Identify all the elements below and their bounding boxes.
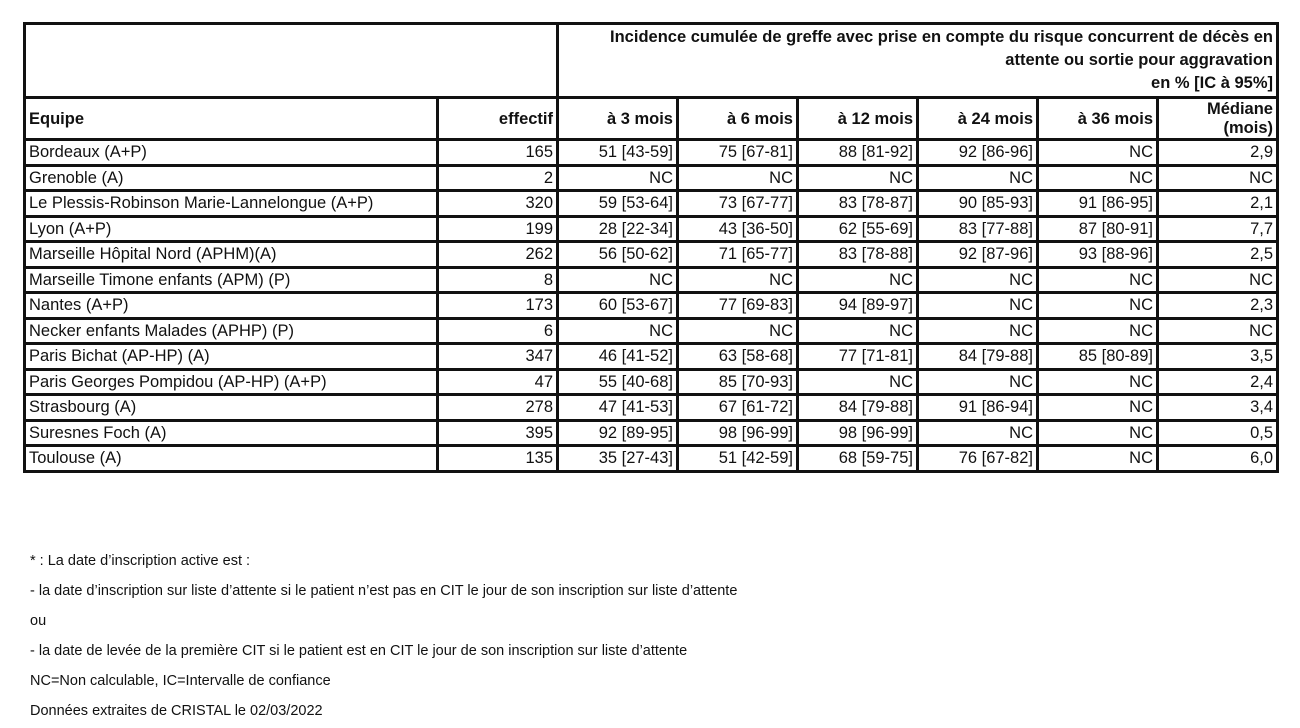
cell-mediane: 2,9 (1158, 140, 1278, 166)
cell-36-mois: NC (1038, 395, 1158, 421)
cell-12-mois: 94 [89-97] (798, 293, 918, 319)
cell-24-mois: 92 [87-96] (918, 242, 1038, 268)
table-row (25, 318, 1278, 344)
header-36-mois: à 36 mois (1038, 98, 1158, 140)
cell-36-mois: 91 [86-95] (1038, 191, 1158, 217)
cell-24-mois: 90 [85-93] (918, 191, 1038, 217)
cell-mediane: 7,7 (1158, 216, 1278, 242)
cell-36-mois: NC (1038, 165, 1158, 191)
cell-effectif: 8 (438, 267, 558, 293)
table-row (25, 216, 1278, 242)
footnotes (30, 546, 737, 726)
cell-effectif: 173 (438, 293, 558, 319)
cell-24-mois: NC (918, 267, 1038, 293)
cell-effectif: 278 (438, 395, 558, 421)
cell-equipe: Marseille Hôpital Nord (APHM)(A) (25, 242, 438, 268)
cell-6-mois: NC (678, 267, 798, 293)
table-row (25, 191, 1278, 217)
header-6-mois: à 6 mois (678, 98, 798, 140)
header-mediane-line-2: (mois) (1223, 118, 1273, 137)
cell-effectif: 135 (438, 446, 558, 472)
cell-6-mois: 67 [61-72] (678, 395, 798, 421)
cell-3-mois: 59 [53-64] (558, 191, 678, 217)
cell-equipe: Grenoble (A) (25, 165, 438, 191)
cell-24-mois: 92 [86-96] (918, 140, 1038, 166)
cell-effectif: 6 (438, 318, 558, 344)
cell-36-mois: NC (1038, 267, 1158, 293)
footnote-line: ou (30, 613, 47, 629)
cell-24-mois: NC (918, 420, 1038, 446)
cell-effectif: 2 (438, 165, 558, 191)
footnote-line: Données extraites de CRISTAL le 02/03/2022 (30, 703, 323, 719)
cell-3-mois: 46 [41-52] (558, 344, 678, 370)
cell-equipe: Le Plessis-Robinson Marie-Lannelongue (A+P) (25, 191, 438, 217)
cell-3-mois: 51 [43-59] (558, 140, 678, 166)
cell-36-mois: 85 [80-89] (1038, 344, 1158, 370)
cell-6-mois: 51 [42-59] (678, 446, 798, 472)
cell-36-mois: NC (1038, 420, 1158, 446)
header-equipe: Equipe (25, 98, 438, 140)
cell-12-mois: NC (798, 369, 918, 395)
cell-3-mois: 35 [27-43] (558, 446, 678, 472)
cell-equipe: Nantes (A+P) (25, 293, 438, 319)
cell-36-mois: NC (1038, 293, 1158, 319)
cell-mediane: 2,3 (1158, 293, 1278, 319)
table-row (25, 140, 1278, 166)
cell-equipe: Paris Georges Pompidou (AP-HP) (A+P) (25, 369, 438, 395)
cell-12-mois: NC (798, 165, 918, 191)
cell-mediane: 2,5 (1158, 242, 1278, 268)
cell-equipe: Marseille Timone enfants (APM) (P) (25, 267, 438, 293)
cell-36-mois: 93 [88-96] (1038, 242, 1158, 268)
cell-24-mois: NC (918, 293, 1038, 319)
table-row (25, 165, 1278, 191)
table-title-line-2: attente ou sortie pour aggravation (1005, 51, 1273, 69)
cell-mediane: NC (1158, 165, 1278, 191)
cell-3-mois: NC (558, 267, 678, 293)
header-mediane-line-1: Médiane (1206, 99, 1273, 118)
header-mediane (1158, 98, 1278, 140)
table-row (25, 446, 1278, 472)
cell-effectif: 347 (438, 344, 558, 370)
footnote-line: - la date d’inscription sur liste d’attente si le patient n’est pas en CIT le jour de son inscription sur liste d’attente (30, 583, 738, 599)
cell-24-mois: 76 [67-82] (918, 446, 1038, 472)
cell-3-mois: NC (558, 165, 678, 191)
cell-3-mois: 60 [53-67] (558, 293, 678, 319)
table-row (25, 369, 1278, 395)
cell-12-mois: 88 [81-92] (798, 140, 918, 166)
cell-36-mois: 87 [80-91] (1038, 216, 1158, 242)
header-12-mois: à 12 mois (798, 98, 918, 140)
cell-mediane: 6,0 (1158, 446, 1278, 472)
cell-mediane: 2,1 (1158, 191, 1278, 217)
cell-12-mois: NC (798, 318, 918, 344)
cell-effectif: 320 (438, 191, 558, 217)
cell-effectif: 47 (438, 369, 558, 395)
cell-3-mois: 47 [41-53] (558, 395, 678, 421)
cell-effectif: 199 (438, 216, 558, 242)
header-24-mois: à 24 mois (918, 98, 1038, 140)
cell-6-mois: 63 [58-68] (678, 344, 798, 370)
cell-6-mois: 77 [69-83] (678, 293, 798, 319)
footnote-line: * : La date d’inscription active est : (30, 553, 251, 569)
footnote-line: NC=Non calculable, IC=Intervalle de confiance (30, 673, 331, 689)
cell-12-mois: 98 [96-99] (798, 420, 918, 446)
cell-equipe: Strasbourg (A) (25, 395, 438, 421)
cell-mediane: NC (1158, 267, 1278, 293)
cell-6-mois: 71 [65-77] (678, 242, 798, 268)
cell-6-mois: 85 [70-93] (678, 369, 798, 395)
cell-effectif: 262 (438, 242, 558, 268)
cell-12-mois: 62 [55-69] (798, 216, 918, 242)
table-row (25, 267, 1278, 293)
table-row (25, 344, 1278, 370)
cell-effectif: 165 (438, 140, 558, 166)
cell-mediane: NC (1158, 318, 1278, 344)
cell-3-mois: 55 [40-68] (558, 369, 678, 395)
cell-effectif: 395 (438, 420, 558, 446)
incidence-table (23, 22, 1279, 473)
cell-6-mois: NC (678, 165, 798, 191)
cell-12-mois: 77 [71-81] (798, 344, 918, 370)
cell-36-mois: NC (1038, 318, 1158, 344)
column-header-row (25, 98, 1278, 140)
table-title-line-1: Incidence cumulée de greffe avec prise en compte du risque concurrent de décès en (610, 28, 1273, 46)
cell-24-mois: 83 [77-88] (918, 216, 1038, 242)
cell-12-mois: 83 [78-88] (798, 242, 918, 268)
cell-equipe: Toulouse (A) (25, 446, 438, 472)
cell-12-mois: 83 [78-87] (798, 191, 918, 217)
cell-6-mois: NC (678, 318, 798, 344)
cell-6-mois: 43 [36-50] (678, 216, 798, 242)
cell-mediane: 3,4 (1158, 395, 1278, 421)
table-row (25, 395, 1278, 421)
cell-mediane: 3,5 (1158, 344, 1278, 370)
table-row (25, 242, 1278, 268)
cell-3-mois: 92 [89-95] (558, 420, 678, 446)
cell-36-mois: NC (1038, 446, 1158, 472)
cell-6-mois: 98 [96-99] (678, 420, 798, 446)
cell-equipe: Lyon (A+P) (25, 216, 438, 242)
cell-24-mois: 84 [79-88] (918, 344, 1038, 370)
cell-equipe: Necker enfants Malades (APHP) (P) (25, 318, 438, 344)
cell-equipe: Paris Bichat (AP-HP) (A) (25, 344, 438, 370)
cell-mediane: 2,4 (1158, 369, 1278, 395)
cell-3-mois: 56 [50-62] (558, 242, 678, 268)
empty-header-cell (25, 24, 558, 98)
header-3-mois: à 3 mois (558, 98, 678, 140)
header-effectif: effectif (438, 98, 558, 140)
cell-24-mois: 91 [86-94] (918, 395, 1038, 421)
cell-3-mois: NC (558, 318, 678, 344)
cell-24-mois: NC (918, 165, 1038, 191)
cell-3-mois: 28 [22-34] (558, 216, 678, 242)
table-title-line-3: en % [IC à 95%] (1151, 74, 1273, 92)
cell-6-mois: 73 [67-77] (678, 191, 798, 217)
table-title (558, 24, 1278, 98)
cell-36-mois: NC (1038, 140, 1158, 166)
table-title-row (25, 24, 1278, 98)
cell-36-mois: NC (1038, 369, 1158, 395)
footnote-line: - la date de levée de la première CIT si le patient est en CIT le jour de son inscription sur liste d’attente (30, 643, 688, 659)
cell-12-mois: NC (798, 267, 918, 293)
cell-12-mois: 68 [59-75] (798, 446, 918, 472)
cell-equipe: Suresnes Foch (A) (25, 420, 438, 446)
cell-12-mois: 84 [79-88] (798, 395, 918, 421)
cell-24-mois: NC (918, 369, 1038, 395)
table-row (25, 293, 1278, 319)
cell-equipe: Bordeaux (A+P) (25, 140, 438, 166)
table-row (25, 420, 1278, 446)
cell-24-mois: NC (918, 318, 1038, 344)
cell-mediane: 0,5 (1158, 420, 1278, 446)
cell-6-mois: 75 [67-81] (678, 140, 798, 166)
